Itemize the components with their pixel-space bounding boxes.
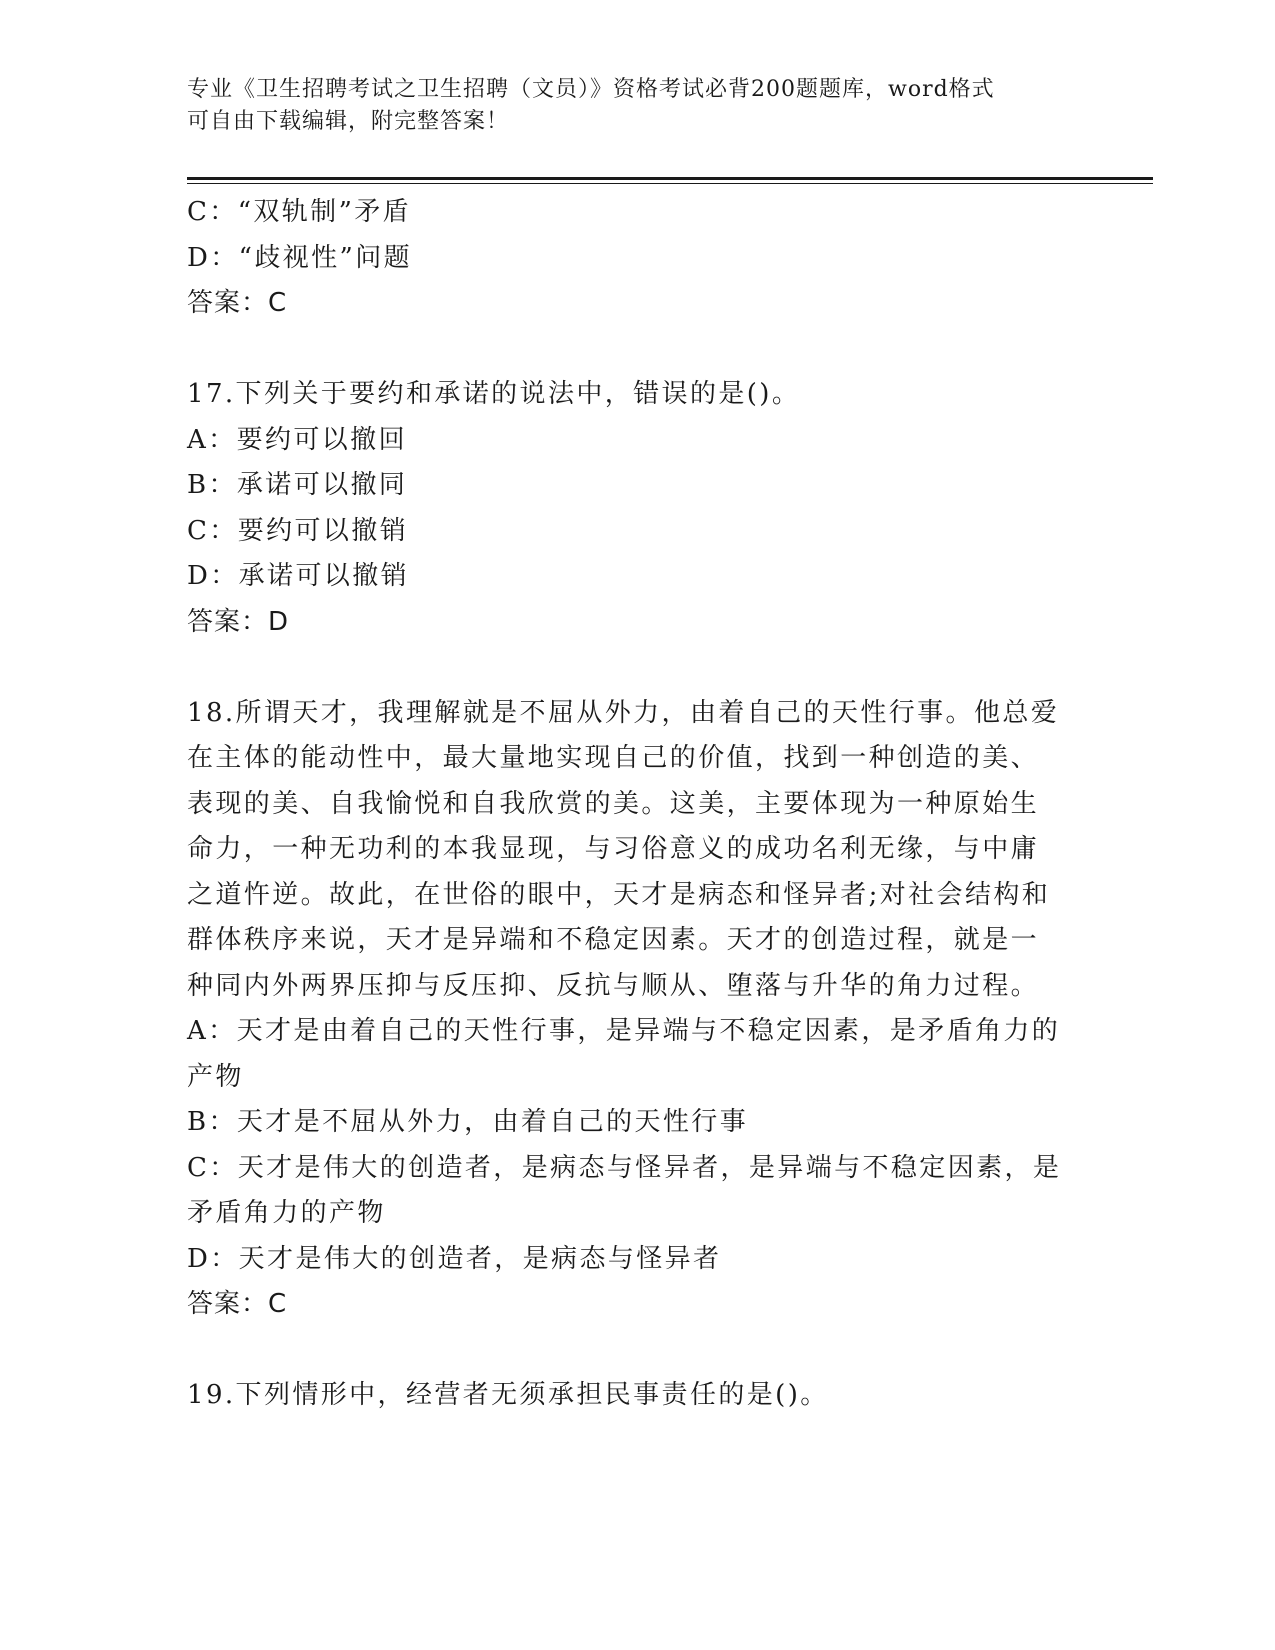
header-title-line-1: 专业《卫生招聘考试之卫生招聘（文员）》资格考试必背200题题库，word格式 — [187, 77, 995, 102]
question-19 — [187, 1373, 1087, 1419]
option-b: B：承诺可以撤同 — [187, 470, 408, 500]
question-17 — [187, 372, 1087, 645]
question-stem: 19.下列情形中，经营者无须承担民事责任的是()。 — [187, 1380, 829, 1410]
header-title-line-2: 可自由下载编辑，附完整答案！ — [187, 109, 510, 134]
answer-line: 答案：C — [187, 1289, 288, 1319]
document-header — [187, 74, 1067, 138]
option-d: D：“歧视性”问题 — [187, 242, 413, 273]
question-16 — [187, 190, 1087, 327]
question-gap — [187, 327, 1087, 373]
question-stem-line: 种同内外两界压抑与反压抑、反抗与顺从、堕落与升华的角力过程。 — [187, 970, 1040, 1001]
answer-line: 答案：D — [187, 606, 290, 637]
question-gap — [187, 645, 1087, 691]
option-c: C：天才是伟大的创造者，是病态与怪异者，是异端与不稳定因素，是 — [187, 1152, 1062, 1183]
question-stem: 17.下列关于要约和承诺的说法中，错误的是()。 — [187, 379, 801, 409]
question-content — [187, 190, 1087, 1419]
question-stem-line: 表现的美、自我愉悦和自我欣赏的美。这美，主要体现为一种原始生 — [187, 788, 1040, 819]
option-a: A：天才是由着自己的天性行事，是异端与不稳定因素，是矛盾角力的 — [187, 1016, 1061, 1046]
header-rule-thin — [187, 183, 1153, 184]
option-d: D：承诺可以撤销 — [187, 561, 410, 591]
answer-line: 答案：C — [187, 288, 288, 318]
option-b: B：天才是不屈从外力，由着自己的天性行事 — [187, 1107, 749, 1137]
question-stem-line: 之道忤逆。故此，在世俗的眼中，天才是病态和怪异者;对社会结构和 — [187, 879, 1051, 910]
option-c-continued: 矛盾角力的产物 — [187, 1198, 386, 1228]
question-stem-line: 18.所谓天才，我理解就是不屈从外力，由着自己的天性行事。他总爱 — [187, 697, 1060, 728]
option-a-continued: 产物 — [187, 1061, 244, 1092]
option-c: C：“双轨制”矛盾 — [187, 197, 412, 227]
question-18 — [187, 691, 1087, 1328]
header-rule-thick — [187, 177, 1153, 180]
question-stem-line: 命力，一种无功利的本我显现，与习俗意义的成功名利无缘，与中庸 — [187, 834, 1040, 864]
option-c: C：要约可以撤销 — [187, 515, 409, 546]
question-stem-line: 群体秩序来说，天才是异端和不稳定因素。天才的创造过程，就是一 — [187, 925, 1040, 955]
question-gap — [187, 1328, 1087, 1374]
option-a: A：要约可以撤回 — [187, 424, 407, 455]
question-stem-line: 在主体的能动性中，最大量地实现自己的价值，找到一种创造的美、 — [187, 743, 1040, 773]
option-d: D：天才是伟大的创造者，是病态与怪异者 — [187, 1243, 722, 1274]
